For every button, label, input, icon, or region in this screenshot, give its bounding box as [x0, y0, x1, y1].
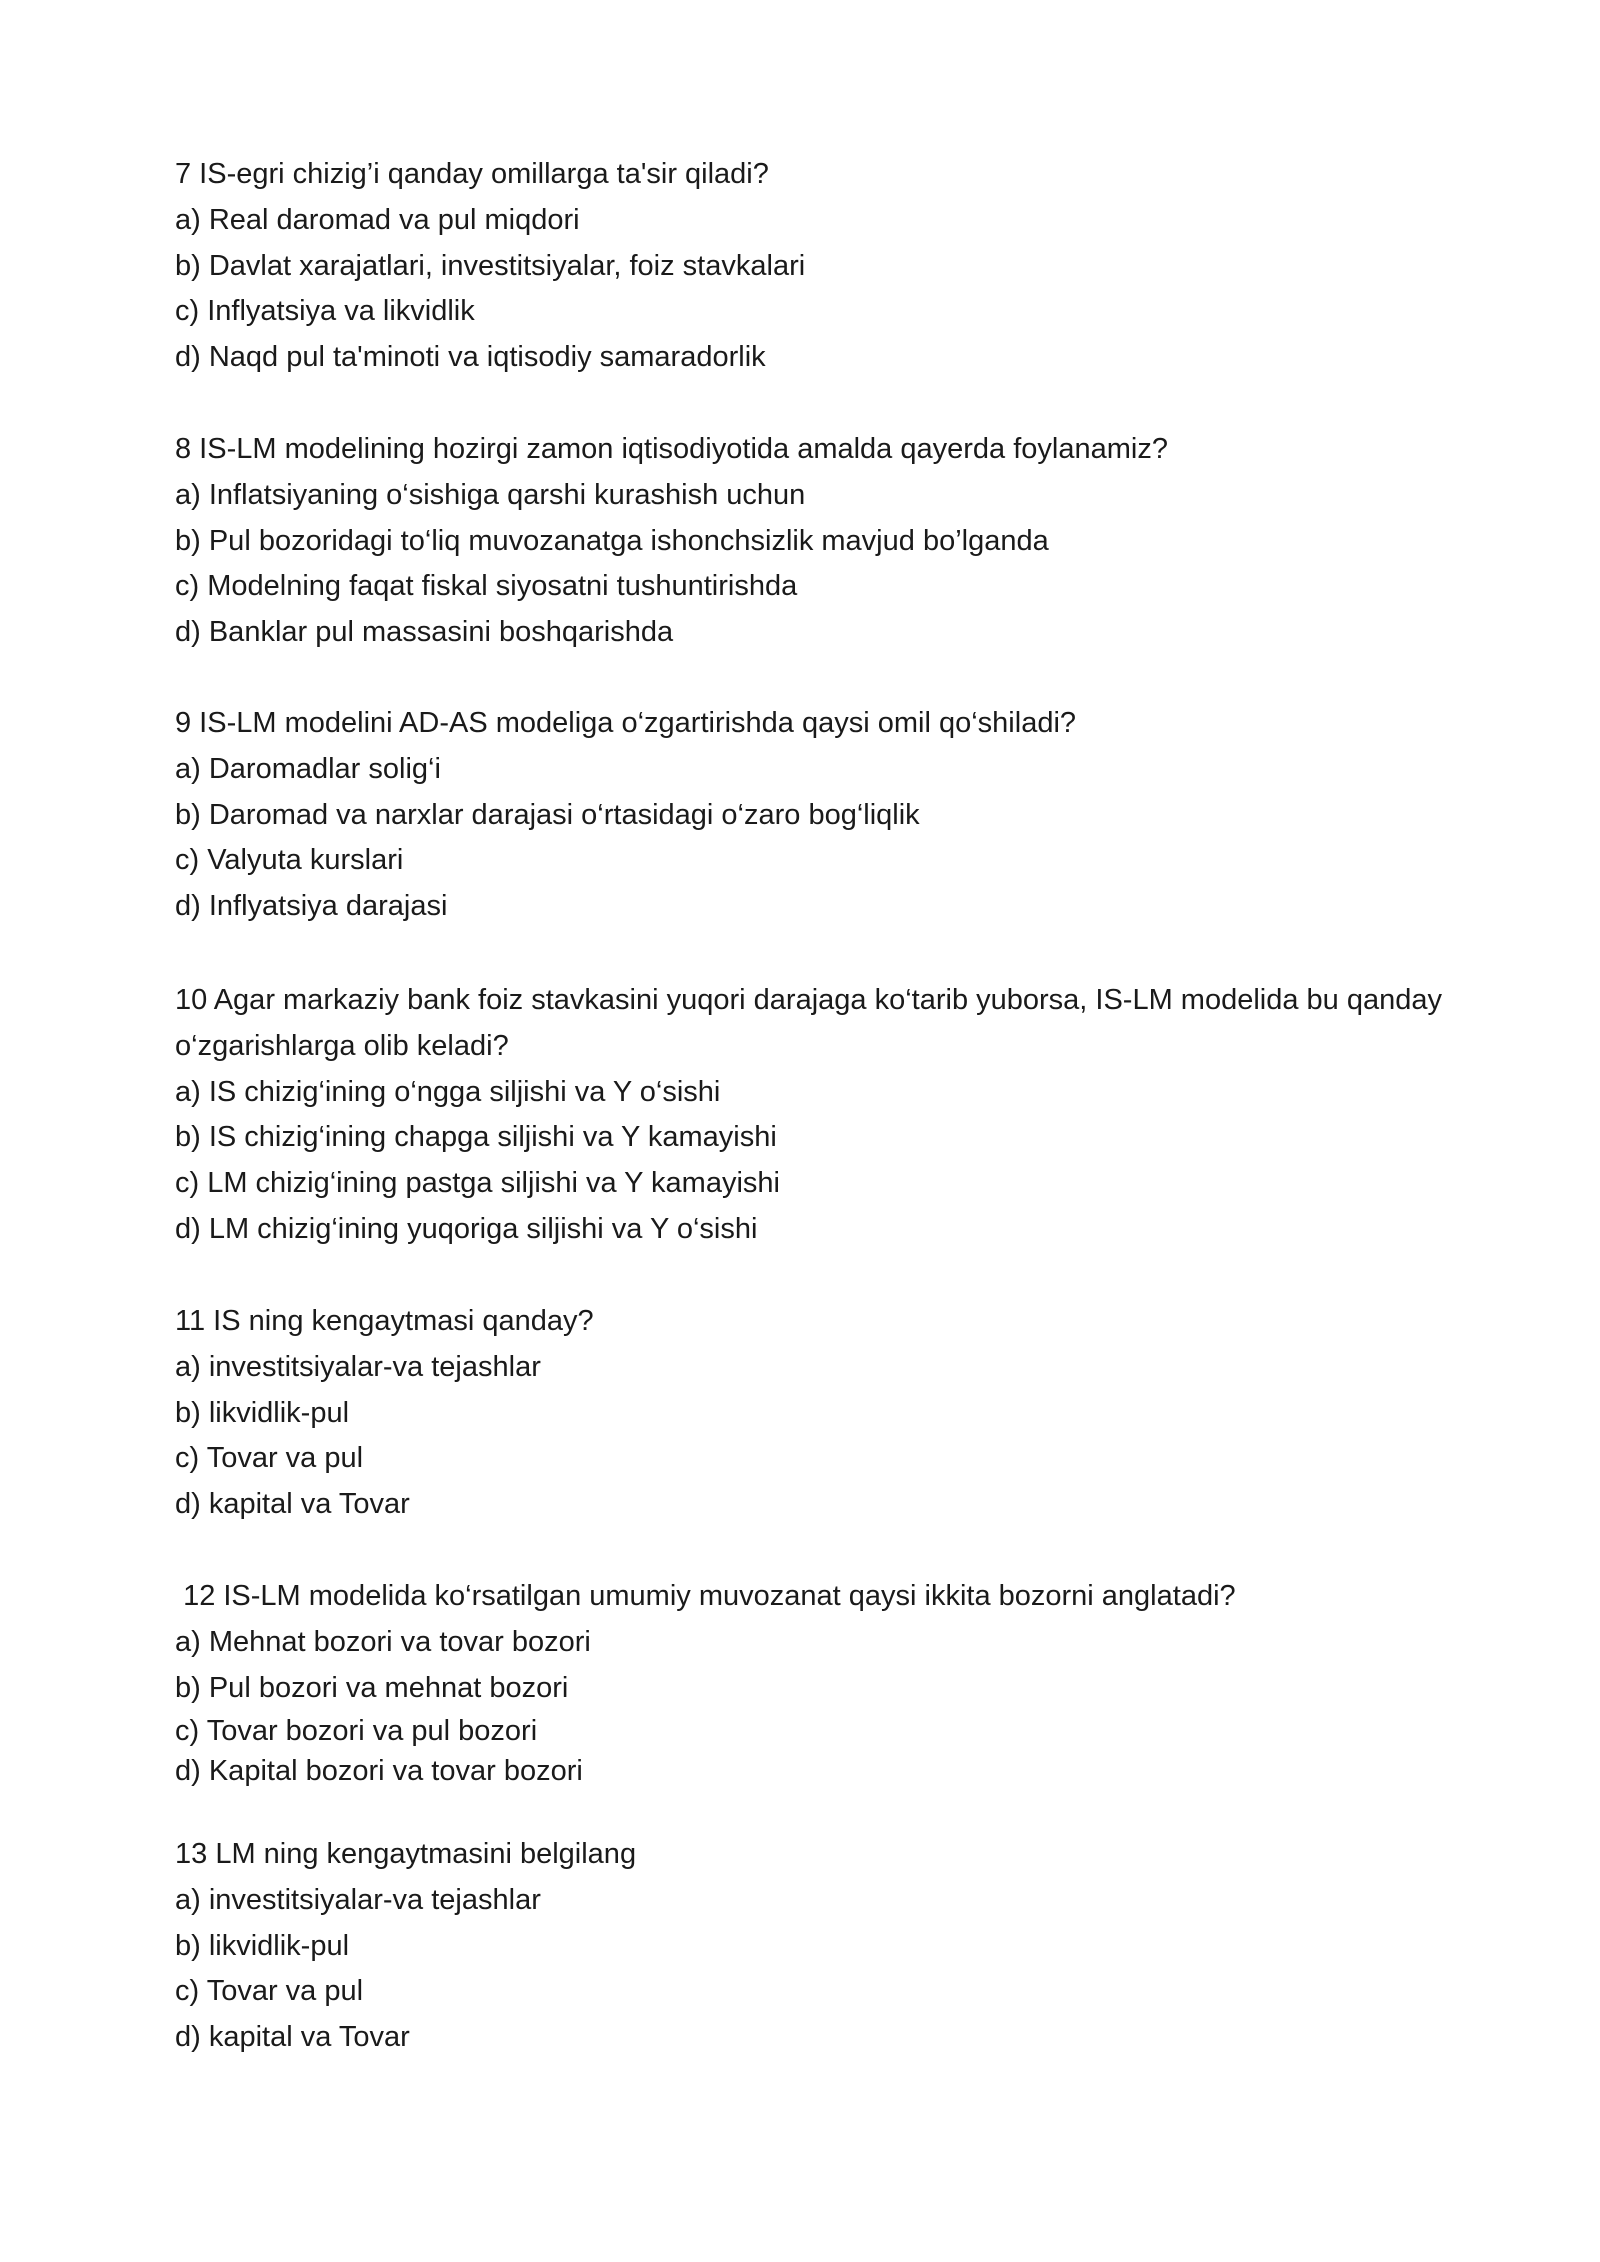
question-11-option-c: c) Tovar va pul: [175, 1442, 364, 1475]
question-11-option-b: b) likvidlik-pul: [175, 1396, 350, 1429]
question-7-option-a: a) Real daromad va pul miqdori: [175, 203, 580, 236]
question-9-option-b: b) Daromad va narxlar darajasi o‘rtasidagi o‘zaro bog‘liqlik: [175, 798, 920, 831]
question-7-option-b: b) Davlat xarajatlari, investitsiyalar, foiz stavkalari: [175, 249, 806, 282]
question-10-option-a: a) IS chizig‘ining o‘ngga siljishi va Y o‘sishi: [175, 1075, 721, 1108]
question-13-option-d: d) kapital va Tovar: [175, 2021, 410, 2054]
question-7-block: [175, 152, 1525, 381]
question-10-block: [175, 978, 1525, 1253]
question-7-title: 7 IS-egri chizig’i qanday omillarga ta'sir qiladi?: [175, 158, 769, 190]
question-8-option-d: d) Banklar pul massasini boshqarishda: [175, 616, 674, 649]
question-13-option-c: c) Tovar va pul: [175, 1975, 364, 2008]
question-7-option-d: d) Naqd pul ta'minoti va iqtisodiy samaradorlik: [175, 341, 766, 374]
question-8-option-c: c) Modelning faqat fiskal siyosatni tushuntirishda: [175, 570, 798, 603]
question-13-block: [175, 1832, 1525, 2061]
question-13-title: 13 LM ning kengaytmasini belgilang: [175, 1838, 637, 1870]
question-12-option-b: b) Pul bozori va mehnat bozori: [175, 1671, 569, 1704]
question-9-option-d: d) Inflyatsiya darajasi: [175, 890, 448, 923]
question-9-block: [175, 701, 1525, 930]
question-10-option-d: d) LM chizig‘ining yuqoriga siljishi va Y o‘sishi: [175, 1212, 758, 1245]
question-12-option-d: d) Kapital bozori va tovar bozori: [175, 1754, 583, 1787]
question-8-option-b: b) Pul bozoridagi to‘liq muvozanatga ishonchsizlik mavjud bo’lganda: [175, 524, 1049, 557]
question-12-block: [175, 1574, 1525, 1791]
question-10-option-b: b) IS chizig‘ining chapga siljishi va Y kamayishi: [175, 1121, 777, 1154]
question-13-option-b: b) likvidlik-pul: [175, 1929, 350, 1962]
question-8-option-a: a) Inflatsiyaning o‘sishiga qarshi kurashish uchun: [175, 478, 806, 511]
question-10-option-c: c) LM chizig‘ining pastga siljishi va Y kamayishi: [175, 1167, 780, 1200]
question-12-option-c: c) Tovar bozori va pul bozori: [175, 1715, 538, 1748]
question-13-option-a: a) investitsiyalar-va tejashlar: [175, 1883, 541, 1916]
question-10-title: 10 Agar markaziy bank foiz stavkasini yuqori darajaga ko‘tarib yuborsa, IS-LM modelida bu qanday o‘zgarishlarga olib keladi?: [175, 984, 1451, 1062]
question-11-option-a: a) investitsiyalar-va tejashlar: [175, 1350, 541, 1383]
question-11-option-d: d) kapital va Tovar: [175, 1488, 410, 1521]
question-8-block: [175, 427, 1525, 656]
question-12-title: 12 IS-LM modelida ko‘rsatilgan umumiy muvozanat qaysi ikkita bozorni anglatadi?: [175, 1580, 1236, 1612]
question-8-title: 8 IS-LM modelining hozirgi zamon iqtisodiyotida amalda qayerda foylanamiz?: [175, 433, 1168, 465]
question-7-option-c: c) Inflyatsiya va likvidlik: [175, 295, 475, 328]
question-9-option-a: a) Daromadlar solig‘i: [175, 752, 441, 785]
question-11-title: 11 IS ning kengaytmasi qanday?: [175, 1305, 594, 1337]
question-11-block: [175, 1299, 1525, 1528]
question-12-option-a: a) Mehnat bozori va tovar bozori: [175, 1625, 591, 1658]
question-9-title: 9 IS-LM modelini AD-AS modeliga o‘zgartirishda qaysi omil qo‘shiladi?: [175, 707, 1077, 739]
question-9-option-c: c) Valyuta kurslari: [175, 844, 404, 877]
